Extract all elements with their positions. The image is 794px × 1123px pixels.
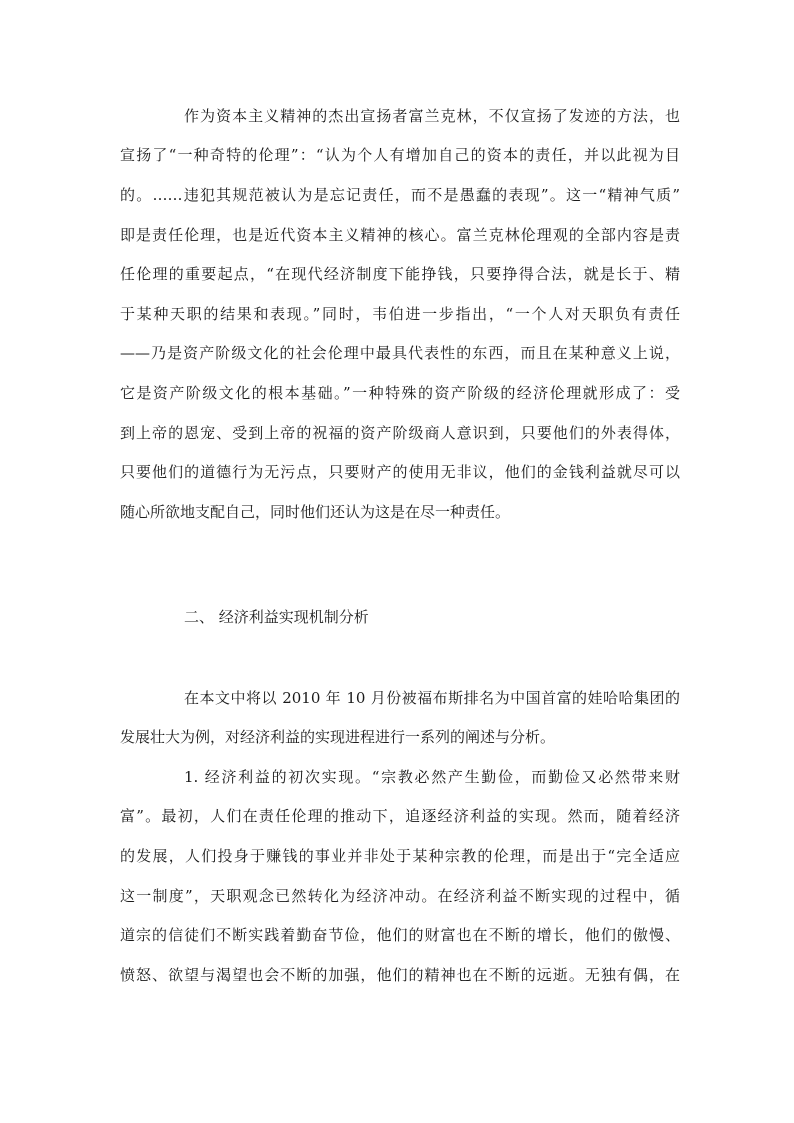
paragraph-1-line-7: ——乃是资产阶级文化的社会伦理中最具代表性的东西，而且在某种意义上说， — [120, 344, 680, 362]
paragraph-3-line-2: 富”。最初，人们在责任伦理的推动下，追逐经济利益的实现。然而，随着经济 — [120, 807, 680, 825]
paragraph-3-line-5: 道宗的信徒们不断实践着勤奋节俭，他们的财富也在不断的增长，他们的傲慢、 — [120, 926, 680, 944]
paragraph-3-line-6: 愤怒、欲望与渴望也会不断的加强，他们的精神也在不断的远逝。无独有偶，在 — [120, 966, 680, 984]
paragraph-1-line-1: 作为资本主义精神的杰出宣扬者富兰克林，不仅宣扬了发迹的方法，也 — [184, 107, 680, 125]
paragraph-1-line-5: 任伦理的重要起点，“在现代经济制度下能挣钱，只要挣得合法，就是长于、精 — [120, 265, 680, 283]
paragraph-2-line-1: 在本文中将以 2010 年 10 月份被福布斯排名为中国首富的娃哈哈集团的 — [184, 689, 680, 707]
paragraph-1-line-3: 的。……违犯其规范被认为是忘记责任，而不是愚蠢的表现”。这一“精神气质” — [120, 186, 680, 204]
paragraph-3-line-3: 的发展，人们投身于赚钱的事业并非处于某种宗教的伦理，而是出于“完全适应 — [120, 847, 680, 865]
paragraph-3-line-4: 这一制度”，天职观念已然转化为经济冲动。在经济利益不断实现的过程中，循 — [120, 887, 680, 905]
paragraph-1-line-8: 它是资产阶级文化的根本基础。”一种特殊的资产阶级的经济伦理就形成了：受 — [120, 384, 680, 402]
section-heading: 二、 经济利益实现机制分析 — [184, 608, 369, 626]
paragraph-1-line-4: 即是责任伦理，也是近代资本主义精神的核心。富兰克林伦理观的全部内容是责 — [120, 226, 680, 244]
paragraph-1-line-2: 宣扬了“一种奇特的伦理”：“认为个人有增加自己的资本的责任，并以此视为目 — [120, 146, 680, 164]
paragraph-1-line-10: 只要他们的道德行为无污点，只要财产的使用无非议，他们的金钱利益就尽可以 — [120, 463, 680, 481]
paragraph-1-line-6: 于某种天职的结果和表现。”同时，韦伯进一步指出，“一个人对天职负有责任 — [120, 305, 680, 323]
paragraph-2-line-2: 发展壮大为例，对经济利益的实现进程进行一系列的阐述与分析。 — [120, 728, 556, 746]
paragraph-1-line-9: 到上帝的恩宠、受到上帝的祝福的资产阶级商人意识到，只要他们的外表得体， — [120, 424, 680, 442]
paragraph-1-line-11: 随心所欲地支配自己，同时他们还认为这是在尽一种责任。 — [120, 503, 511, 521]
paragraph-3-line-1: 1. 经济利益的初次实现。“宗教必然产生勤俭，而勤俭又必然带来财 — [184, 768, 680, 786]
